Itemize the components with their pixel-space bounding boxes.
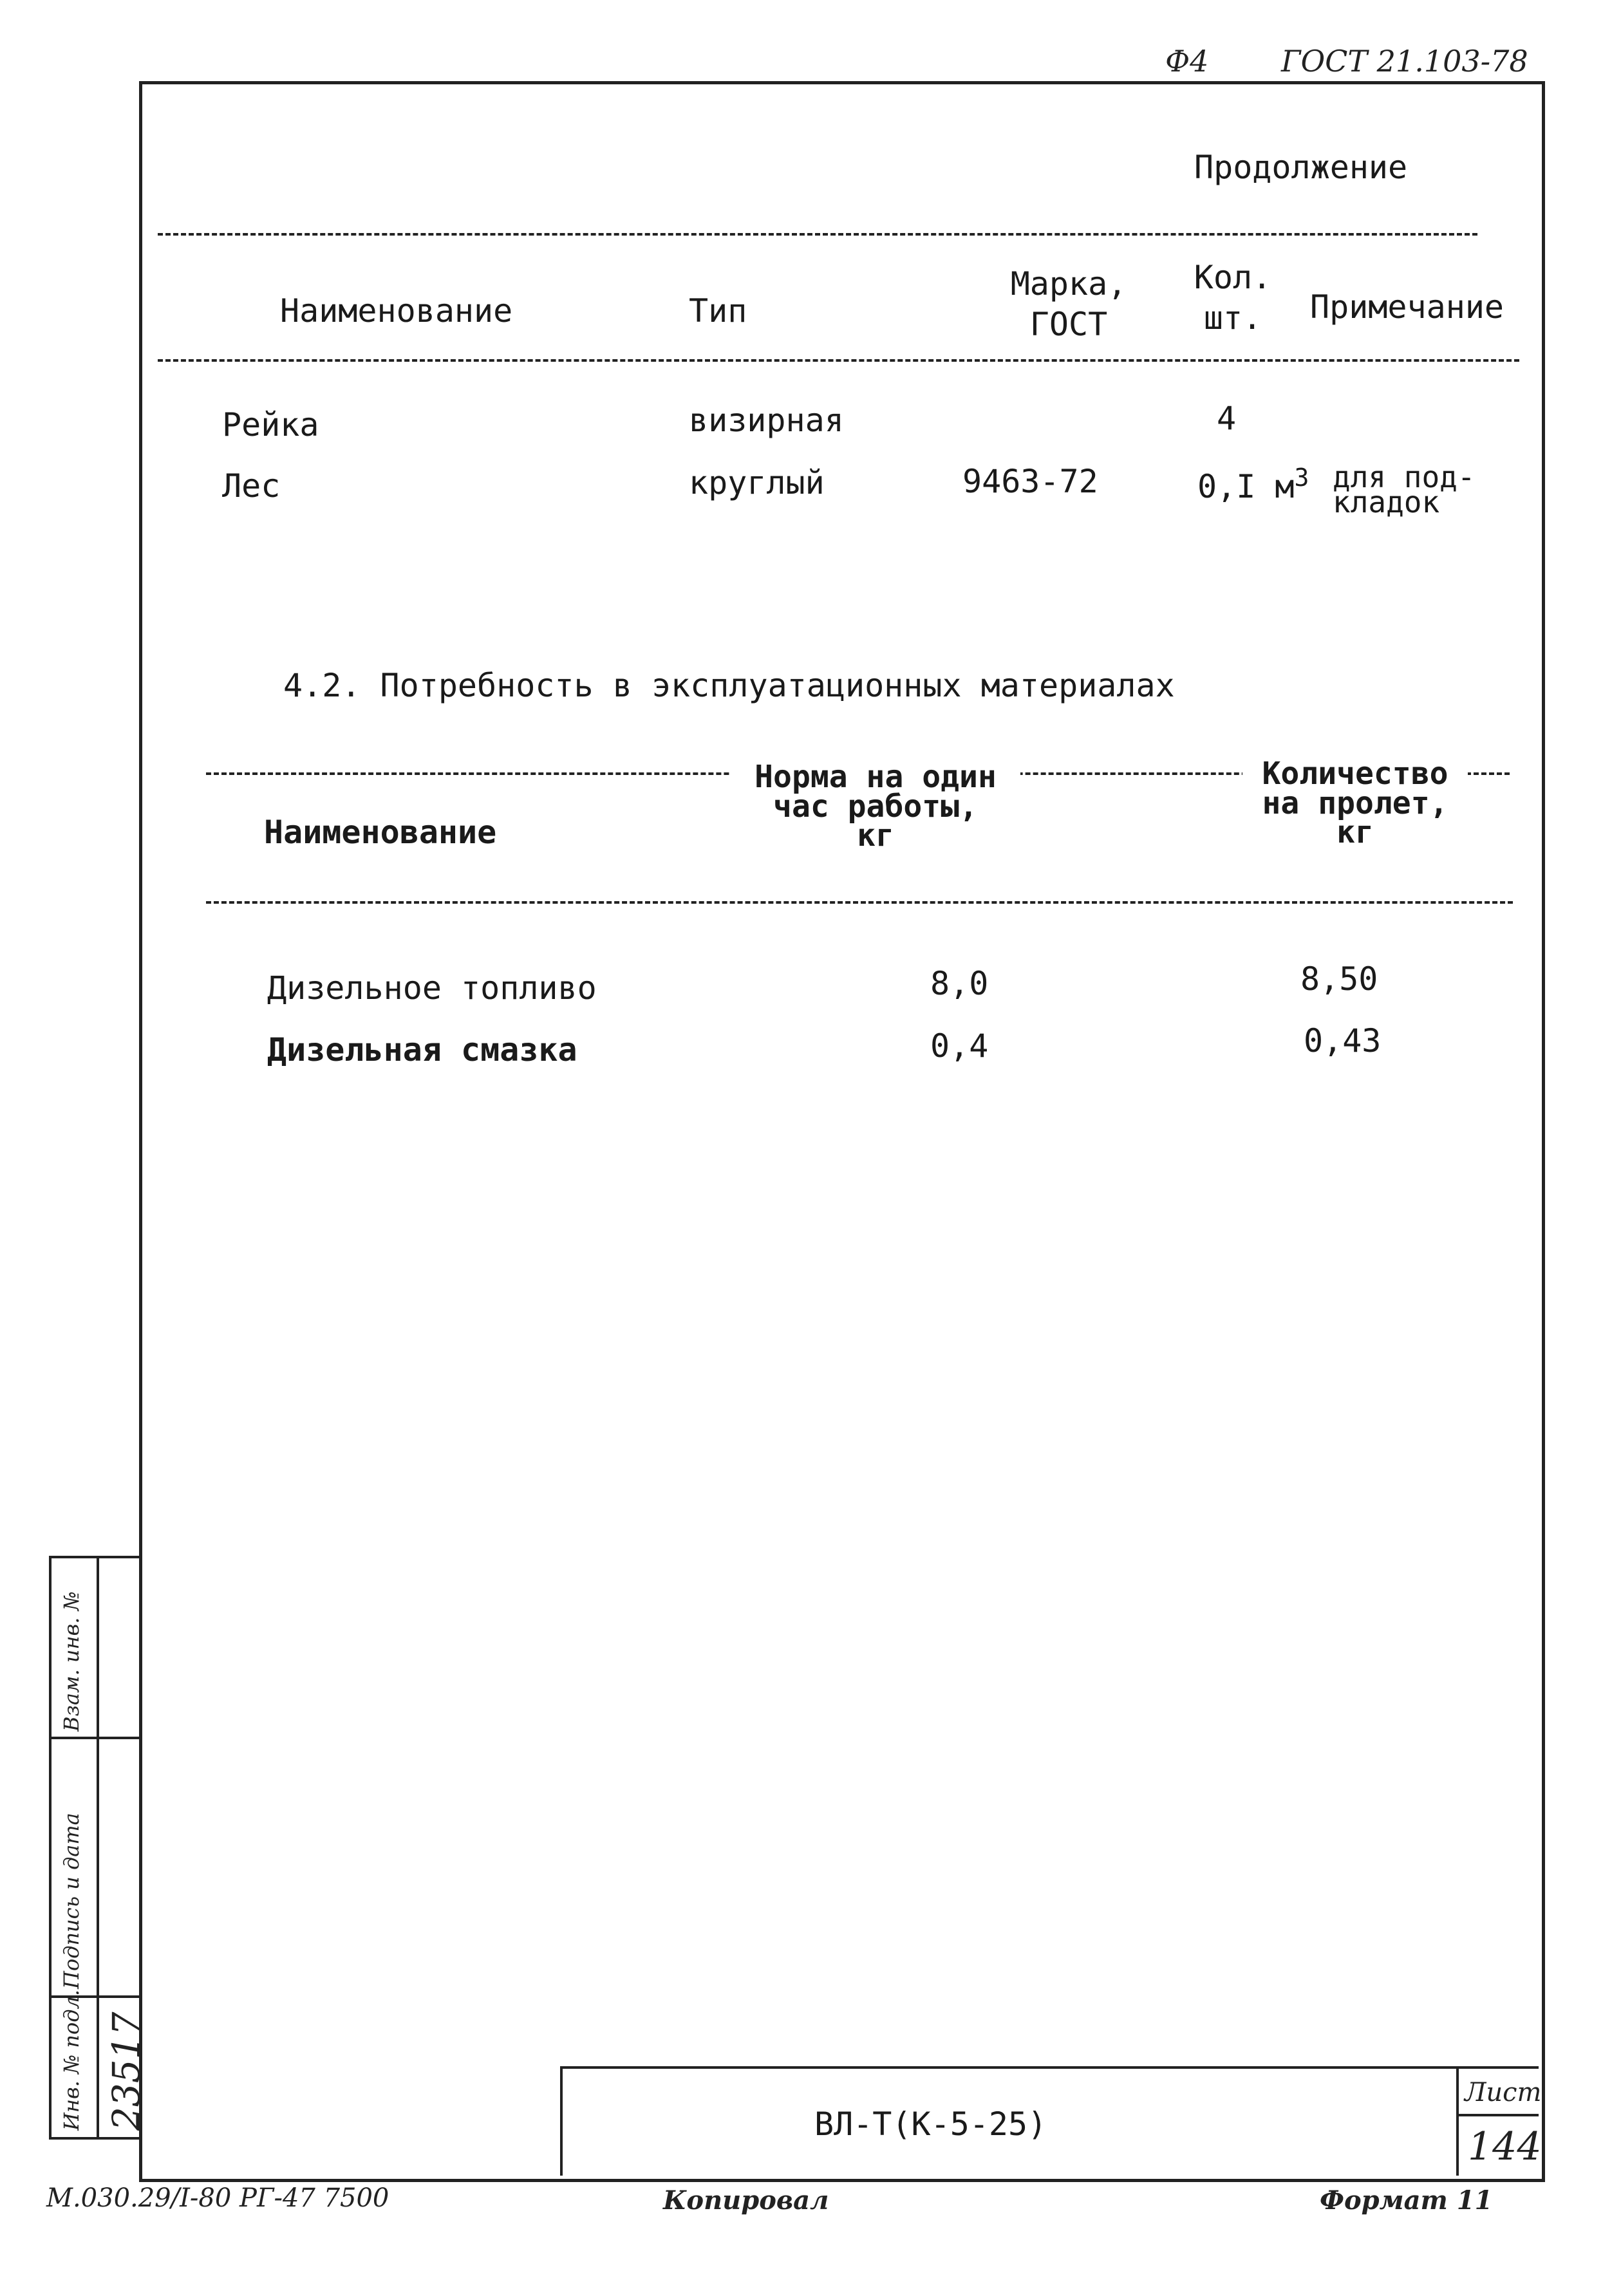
table2-header-amount: Количество на пролет, кг (1242, 760, 1468, 848)
side-strip-inner-rule (97, 1556, 99, 2137)
table1-row2-name: Лес (222, 467, 281, 505)
title-block-left-rule (560, 2066, 563, 2176)
table2-row2-norm: 0,4 (930, 1027, 989, 1065)
table1-header-name: Наименование (280, 292, 513, 330)
side-strip-outer-rule (49, 1556, 52, 2137)
continuation-label: Продолжение (1194, 149, 1408, 186)
table1-row2-qty-value: 0,I м (1197, 468, 1295, 505)
sheet-label: Лист (1465, 2078, 1542, 2107)
table1-row2-qty (1197, 465, 1309, 503)
table1-row1-qty: 4 (1217, 400, 1237, 437)
inv-number: 23517 (104, 2011, 148, 2131)
table1-header-rule (158, 359, 1519, 362)
table1-row2-note: для под- кладок (1333, 460, 1476, 520)
table2-row2-name: Дизельная смазка (267, 1031, 577, 1069)
table1-top-rule (158, 233, 1477, 236)
table1-header-type: Тип (689, 292, 747, 330)
table1-header-note: Примечание (1310, 288, 1504, 326)
side-strip-divider-1 (49, 1737, 142, 1739)
title-block-sheet-rule (1456, 2066, 1459, 2176)
table1-row2-type: круглый (689, 464, 825, 501)
footer-copied-by: Копировал (663, 2185, 829, 2216)
replace-inv-label: Взам. инв. № (59, 1591, 84, 1731)
table2-row1-norm: 8,0 (930, 965, 989, 1002)
table1-row2-qty-superscript: 3 (1294, 463, 1309, 492)
table2-header-name: Наименование (264, 814, 497, 851)
table1-row2-mark: 9463-72 (962, 463, 1098, 500)
section-title: 4.2. Потребность в эксплуатационных материалах (283, 667, 1175, 704)
document-code-left: Ф4 (1165, 44, 1209, 79)
inv-orig-label: Инв. № подл. (59, 1989, 84, 2131)
table1-header-mark: Марка, ГОСТ (1010, 265, 1127, 343)
title-block-top-rule (560, 2066, 1539, 2069)
document-code-right: ГОСТ 21.103-78 (1281, 44, 1528, 79)
table1-row1-name: Рейка (222, 406, 319, 443)
drawing-code: ВЛ-Т(К-5-25) (814, 2105, 1047, 2143)
side-strip-top-rule (49, 1556, 142, 1558)
table2-header-norm: Норма на один час работы, кг (731, 763, 1020, 851)
table1-header-qty: Кол. шт. (1194, 259, 1272, 337)
sheet-number: 144 (1468, 2124, 1542, 2169)
signature-date-label: Подпись и дата (59, 1813, 84, 1989)
table2-row1-amount: 8,50 (1300, 960, 1378, 998)
table2-row1-name: Дизельное топливо (267, 969, 597, 1007)
title-block-sheet-divider (1456, 2114, 1539, 2116)
page-frame (139, 81, 1545, 2182)
footer-format: Формат 11 (1320, 2185, 1493, 2216)
table2-row2-amount: 0,43 (1304, 1022, 1382, 1059)
table2-header-rule (206, 901, 1513, 904)
table1-row1-type: визирная (689, 402, 844, 439)
side-strip-bottom-rule (49, 2137, 142, 2140)
footer-left: М.030.29/I-80 РГ-47 7500 (46, 2183, 389, 2213)
